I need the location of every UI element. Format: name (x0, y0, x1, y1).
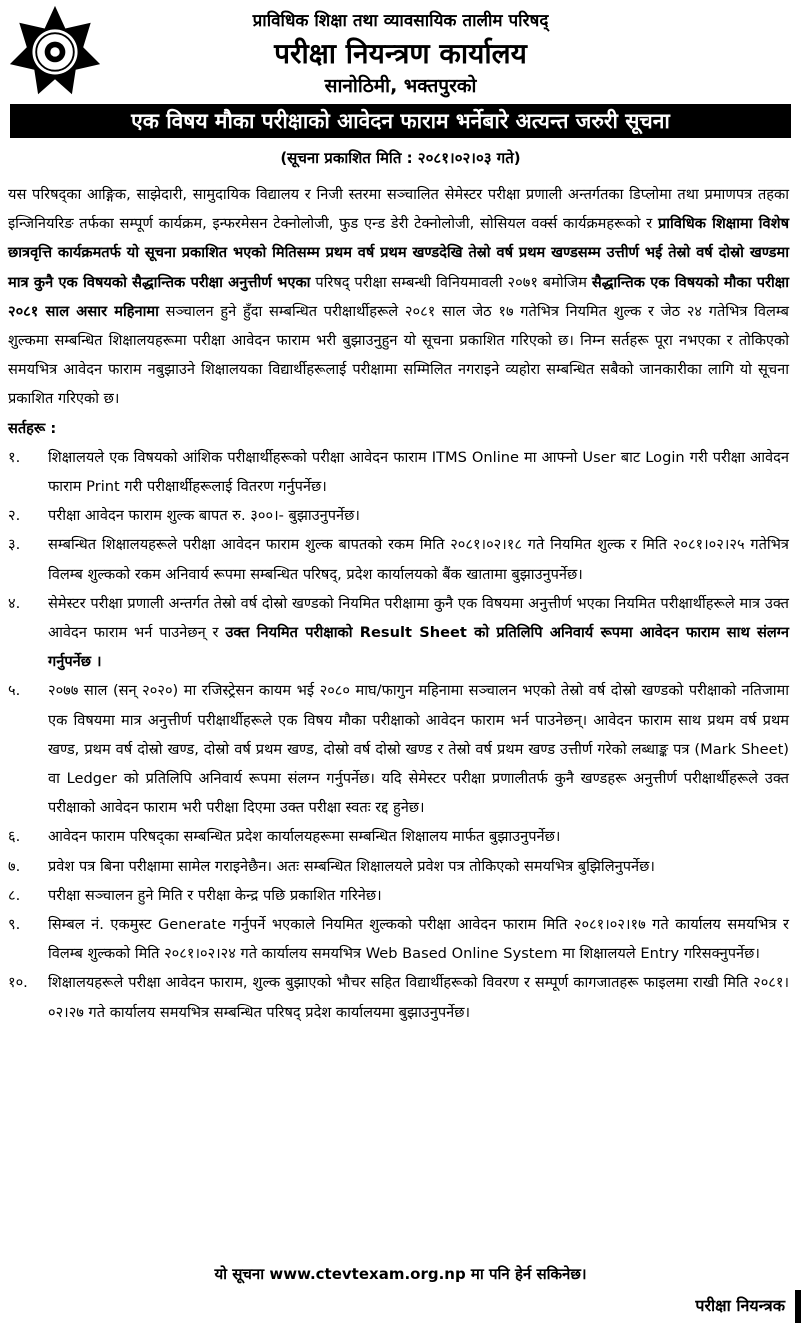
item-text: २०७७ साल (सन् २०२०) मा रजिस्ट्रेसन कायम भई २०८० माघ/फागुन महिनामा सञ्चालन भएको तेस्रो वर्ष दोस्रो खण्डको परीक्षाको नतिजामा एक विषयमा मात्र अनुत्तीर्ण परीक्षार्थीहरूले एक विषय मौका परीक्षाको आवेदन फाराम भर्न पाउनेछन्। आवेदन फाराम साथ प्रथम वर्ष प्रथम खण्ड, प्रथम वर्ष दोस्रो खण्ड, दोस्रो वर्ष प्रथम खण्ड, दोस्रो वर्ष दोस्रो खण्ड र तेस्रो वर्ष प्रथम खण्ड उत्तीर्ण गरेको लब्धाङ्क पत्र (Mark Sheet) वा Ledger को प्रतिलिपि अनिवार्य रूपमा संलग्न गर्नुपर्नेछ। यदि सेमेस्टर परीक्षा प्रणालीतर्फ कुनै खण्डहरू अनुत्तीर्ण परीक्षार्थीहरूले उक्त परीक्षाको आवेदन फाराम भरी परीक्षा दिएमा उक्त परीक्षा स्वतः रद्द हुनेछ। (48, 682, 789, 817)
office-title: परीक्षा नियन्त्रण कार्यालय (274, 37, 527, 70)
item-number: ८. (8, 886, 21, 904)
item-number: ४. (8, 594, 21, 612)
list-item (8, 881, 789, 910)
item-text: आवेदन फाराम परिषद्का सम्बन्धित प्रदेश कार्यालयहरूमा सम्बन्धित शिक्षालय मार्फत बुझाउनुपर्नेछ। (48, 828, 561, 846)
notice-body (8, 180, 789, 1027)
item-number: १. (8, 448, 21, 466)
item-number: २. (8, 507, 21, 525)
website-note: यो सूचना www.ctevtexam.org.np मा पनि हेर्न सकिनेछ। (214, 1265, 587, 1283)
item-number: ७. (8, 857, 21, 875)
item-number: ६. (8, 828, 21, 846)
conditions-list (8, 443, 789, 1027)
item-text: सेमेस्टर परीक्षा प्रणाली अन्तर्गत तेस्रो वर्ष दोस्रो खण्डको नियमित परीक्षामा कुनै एक विषयमा अनुत्तीर्ण भएका नियमित परीक्षार्थीहरूले मात्र उक्त आवेदन फाराम भर्न पाउनेछन् र (48, 594, 789, 642)
intro-text-2: परिषद् परीक्षा सम्बन्धी विनियमावली २०७१ बमोजिम (310, 273, 592, 291)
item-number: १०. (8, 974, 28, 992)
list-item (8, 822, 789, 851)
page-edge-divider (795, 1290, 801, 1323)
intro-text-3: सञ्चालन हुने हुँदा सम्बन्धित परीक्षार्थीहरूले २०८१ साल जेठ १७ गतेभित्र नियमित शुल्क र जेठ २४ गतेभित्र विलम्ब शुल्कमा सम्बन्धित शिक्षालयहरूमा परीक्षा आवेदन फाराम भरी बुझाउनुहुन यो सूचना प्रकाशित गरिएको छ। निम्न सर्तहरू पूरा नभएका र तोकिएको समयभित्र आवेदन फाराम नबुझाउने शिक्षालयका विद्यार्थीहरूलाई परीक्षामा सम्मिलित नगराइने व्यहोरा सम्बन्धित सबैको जानकारीका लागि यो सूचना प्रकाशित गरिएको छ। (8, 302, 789, 408)
intro-paragraph (8, 180, 789, 414)
organization-name: प्राविधिक शिक्षा तथा व्यावसायिक तालीम परिषद् (252, 11, 549, 31)
list-item (8, 589, 789, 677)
notice-title-banner: एक विषय मौका परीक्षाको आवेदन फाराम भर्नेबारे अत्यन्त जरुरी सूचना (10, 104, 791, 138)
conditions-heading: सर्तहरू : (8, 419, 57, 437)
item-text: प्रवेश पत्र बिना परीक्षामा सामेल गराइनेछैन। अतः सम्बन्धित शिक्षालयले प्रवेश पत्र तोकिएको समयभित्र बुझिलिनुपर्नेछ। (48, 857, 655, 875)
item-text: शिक्षालयहरूले परीक्षा आवेदन फाराम, शुल्क बुझाएको भौचर सहित विद्यार्थीहरूको विवरण र सम्पूर्ण कागजातहरू फाइलमा राखी मिति २०८१।०२।२७ गते कार्यालय समयभित्र सम्बन्धित परिषद् प्रदेश कार्यालयमा बुझाउनुपर्नेछ। (48, 974, 789, 1021)
item-number: ३. (8, 536, 21, 554)
item-text: परीक्षा आवेदन फाराम शुल्क बापत रु. ३००।- बुझाउनुपर्नेछ। (48, 507, 360, 525)
list-item (8, 852, 789, 881)
item-text: सिम्बल नं. एकमुस्ट Generate गर्नुपर्ने भएकाले नियमित शुल्कको परीक्षा आवेदन फाराम मिति २०८१।०२।१७ गते कार्यालय समयभित्र र विलम्ब शुल्कको मिति २०८१।०२।२४ गते कार्यालय समयभित्र Web Based Online System मा शिक्षालयले Entry गरिसक्नुपर्नेछ। (48, 916, 789, 963)
list-item (8, 910, 789, 968)
office-location: सानोठिमी, भक्तपुरको (324, 75, 477, 97)
list-item (8, 443, 789, 501)
item-text: शिक्षालयले एक विषयको आंशिक परीक्षार्थीहरूको परीक्षा आवेदन फाराम ITMS Online मा आफ्नो User बाट Login गरी परीक्षा आवेदन फाराम Print गरी परीक्षार्थीहरूलाई वितरण गर्नुपर्नेछ। (48, 448, 789, 496)
item-text: सम्बन्धित शिक्षालयहरूले परीक्षा आवेदन फाराम शुल्क बापतको रकम मिति २०८१।०२।१८ गते नियमित शुल्क र मिति २०८१।०२।२५ गतेभित्र विलम्ब शुल्कको रकम अनिवार्य रूपमा सम्बन्धित परिषद्, प्रदेश कार्यालयको बैंक खातामा बुझाउनुपर्नेछ। (48, 536, 789, 583)
list-item (8, 676, 789, 822)
intro-bold-1: प्राविधिक शिक्षामा विशेष छात्रवृत्ति कार्यक्रमतर्फ यो सूचना प्रकाशित भएको मितिसम्म प्रथम वर्ष प्रथम खण्डदेखि तेस्रो वर्ष प्रथम खण्डसम्म उत्तीर्ण भई तेस्रो वर्ष दोस्रो खण्डमा मात्र कुनै एक विषयको सैद्धान्तिक परीक्षा अनुत्तीर्ण भएका (8, 215, 790, 291)
list-item (8, 501, 789, 530)
item-text: परीक्षा सञ्चालन हुने मिति र परीक्षा केन्द्र पछि प्रकाशित गरिनेछ। (48, 886, 382, 904)
item-bold-text: उक्त नियमित परीक्षाको Result Sheet को प्रतिलिपि अनिवार्य रूपमा आवेदन फाराम साथ संलग्न गर्नुपर्नेछ । (48, 624, 790, 671)
item-number: ९. (8, 916, 21, 934)
intro-text-1: यस परिषद्का आङ्गिक, साझेदारी, सामुदायिक विद्यालय र निजी स्तरमा सञ्चालित सेमेस्टर परीक्षा प्रणाली अन्तर्गतका डिप्लोमा तथा प्रमाणपत्र तहका इन्जिनियरिङ तर्फका सम्पूर्ण कार्यक्रम, इन्फरमेसन टेक्नोलोजी, फुड एन्ड डेरी टेक्नोलोजी, सोसियल वर्क्स कार्यक्रमहरूको र (8, 186, 789, 233)
list-item (8, 530, 789, 588)
intro-bold-2: सैद्धान्तिक एक विषयको मौका परीक्षा २०८१ साल असार महिनामा (8, 273, 789, 320)
publish-date: (सूचना प्रकाशित मिति : २०८१।०२।०३ गते) (280, 149, 521, 167)
signature-title: परीक्षा नियन्त्रक (695, 1296, 785, 1315)
list-item (8, 968, 789, 1026)
item-number: ५. (8, 682, 21, 700)
